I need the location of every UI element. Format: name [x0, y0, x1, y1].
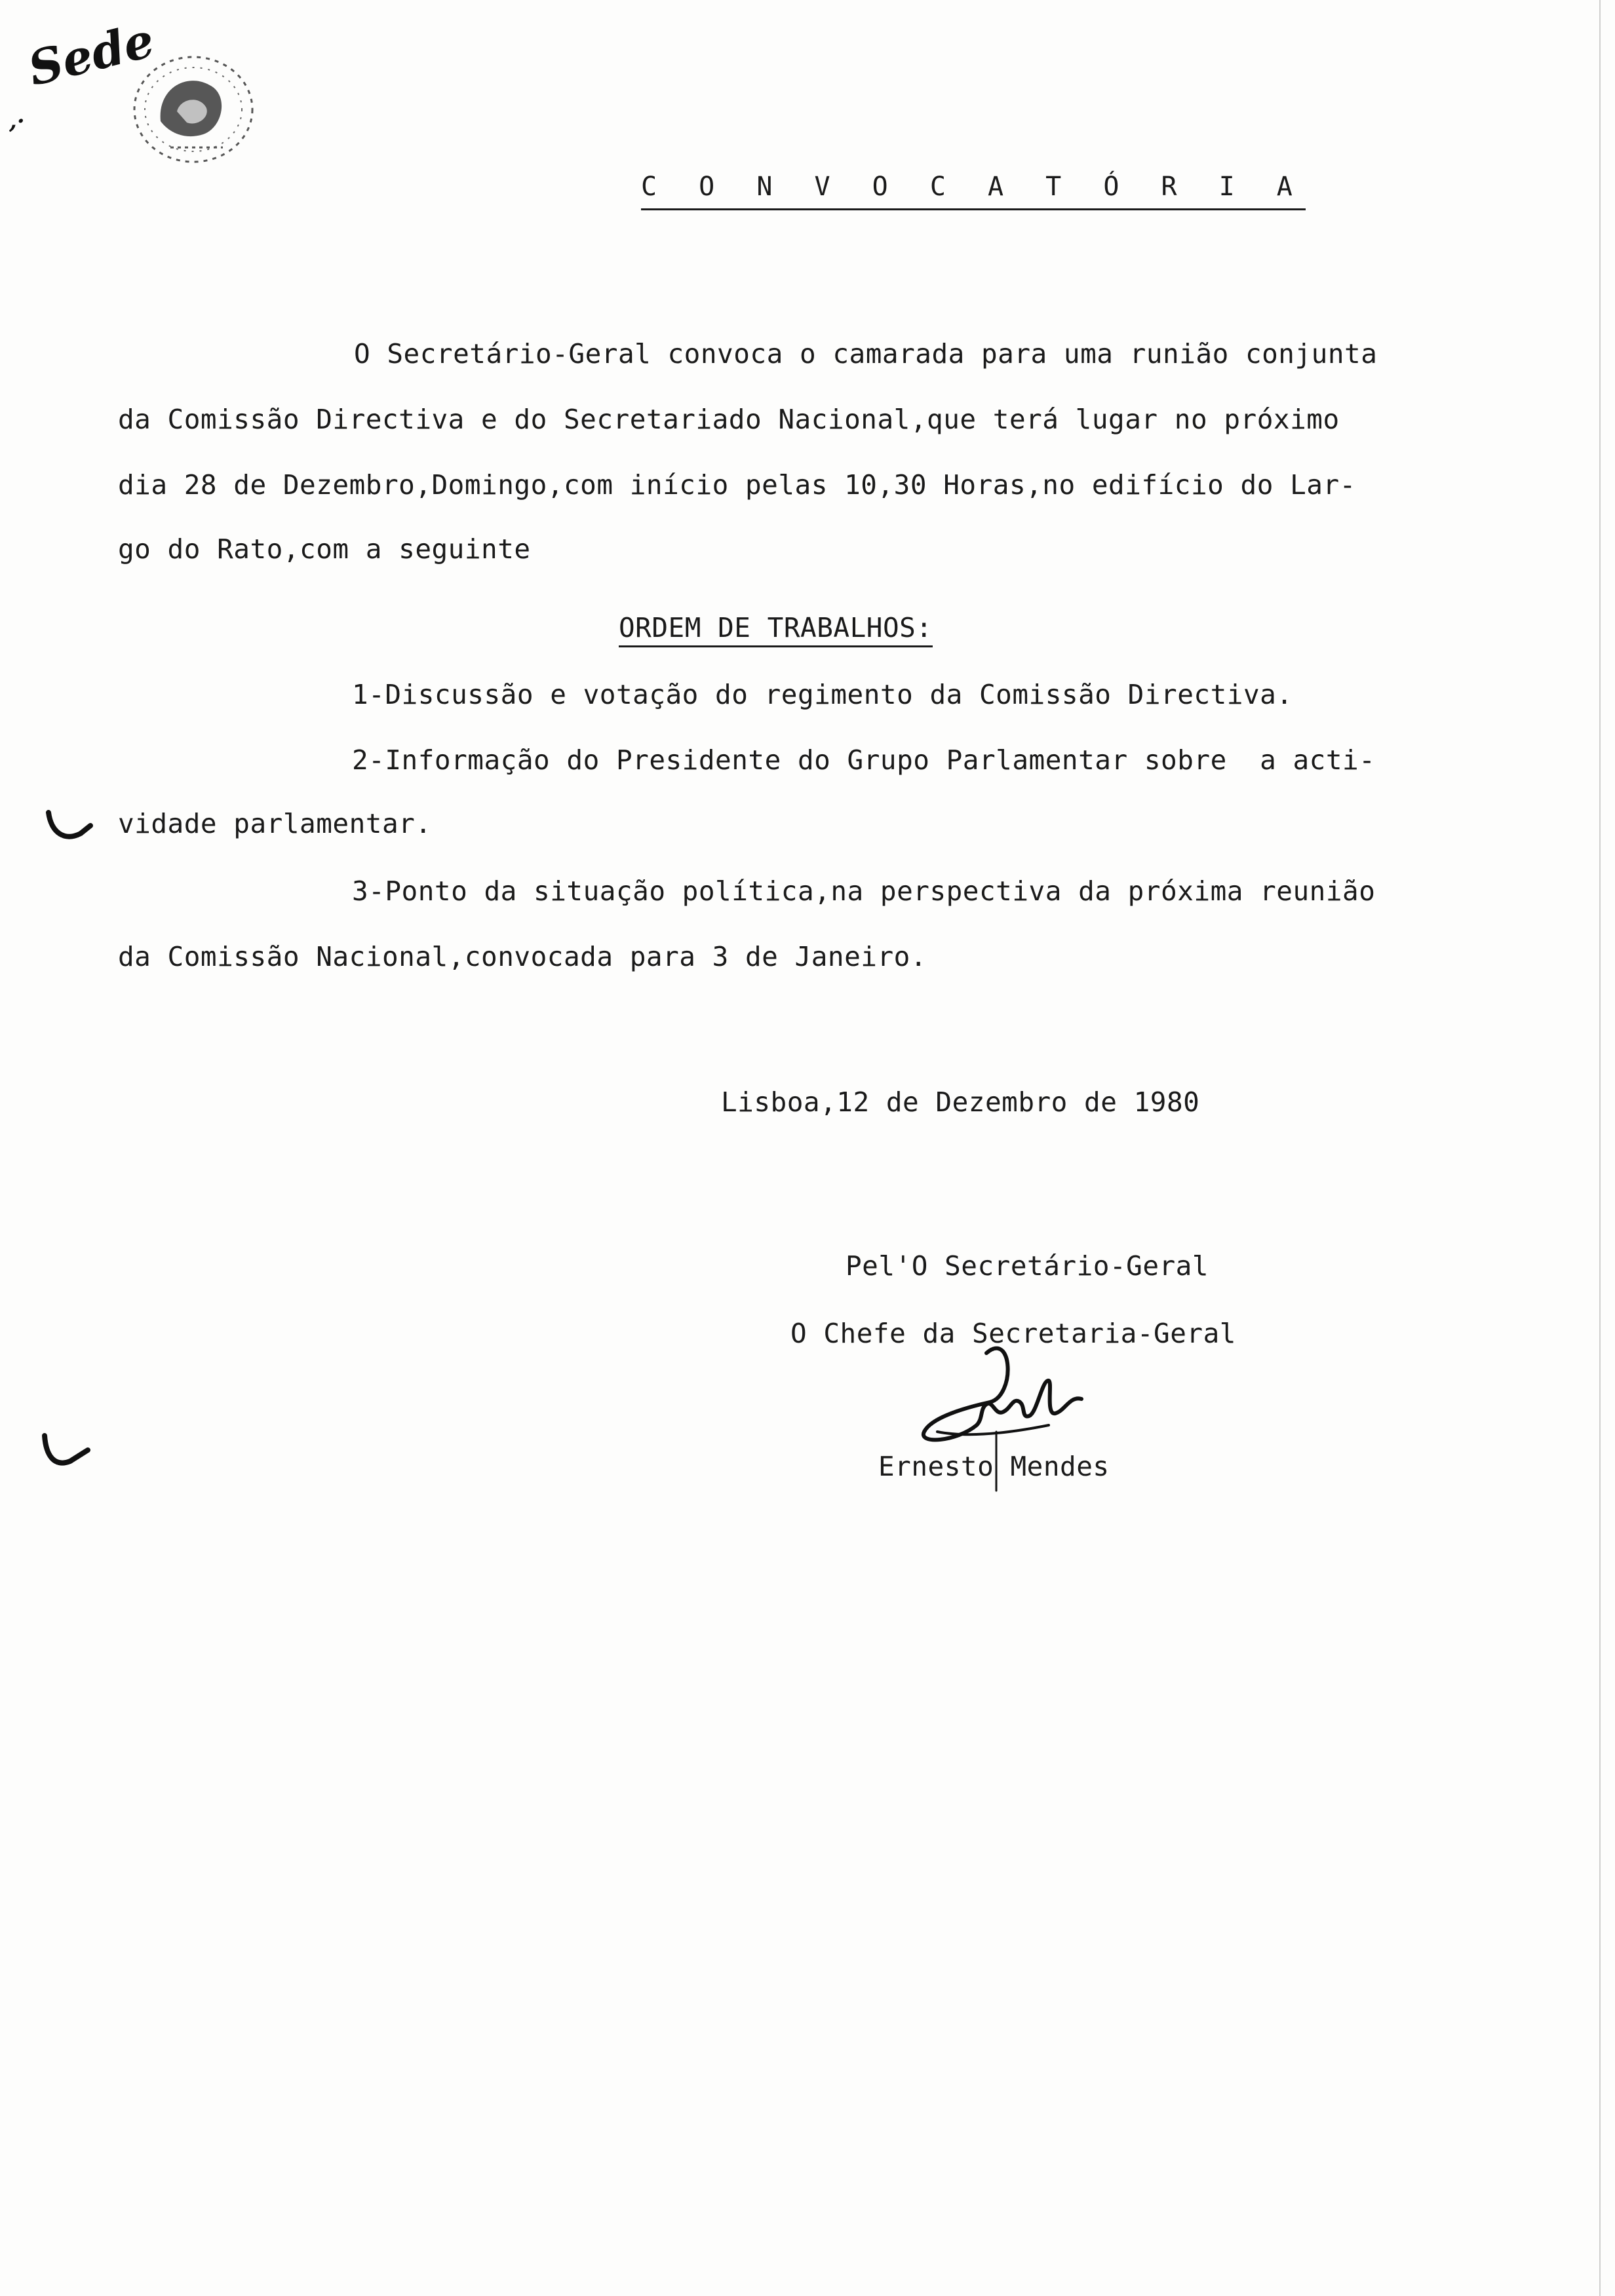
agenda-item-2-continuation: vidade parlamentar. [118, 808, 432, 839]
signatory-name: Ernesto Mendes [878, 1451, 1110, 1482]
body-line-1: O Secretário-Geral convoca o camarada para uma runião conjunta [354, 338, 1378, 370]
body-line-3: dia 28 de Dezembro,Domingo,com início pelas 10,30 Horas,no edifício do Lar- [118, 469, 1356, 501]
check-mark-icon [45, 806, 97, 845]
body-line-2: da Comissão Directiva e do Secretariado Nacional,que terá lugar no próximo [118, 404, 1340, 435]
agenda-heading: ORDEM DE TRABALHOS: [619, 615, 933, 647]
signature-on-behalf: Pel'O Secretário-Geral [846, 1250, 1209, 1282]
agenda-item-3: 3-Ponto da situação política,na perspectiva da próxima reunião [352, 875, 1376, 907]
document-title: C O N V O C A T Ó R I A [641, 172, 1306, 210]
body-line-4: go do Rato,com a seguinte [118, 533, 531, 565]
seal-stamp-icon [125, 49, 262, 170]
place-date: Lisboa,12 de Dezembro de 1980 [721, 1086, 1200, 1118]
agenda-item-3-continuation: da Comissão Nacional,convocada para 3 de Janeiro. [118, 941, 927, 972]
agenda-item-1: 1-Discussão e votação do regimento da Comissão Directiva. [352, 679, 1293, 710]
handwritten-annotation: Sede [22, 11, 160, 97]
scan-edge-line [1599, 0, 1601, 2296]
handwritten-mark: ,· [9, 108, 25, 134]
agenda-item-2: 2-Informação do Presidente do Grupo Parlamentar sobre a acti- [352, 744, 1376, 776]
signature-role: O Chefe da Secretaria-Geral [790, 1318, 1236, 1349]
check-mark-icon [41, 1432, 93, 1471]
